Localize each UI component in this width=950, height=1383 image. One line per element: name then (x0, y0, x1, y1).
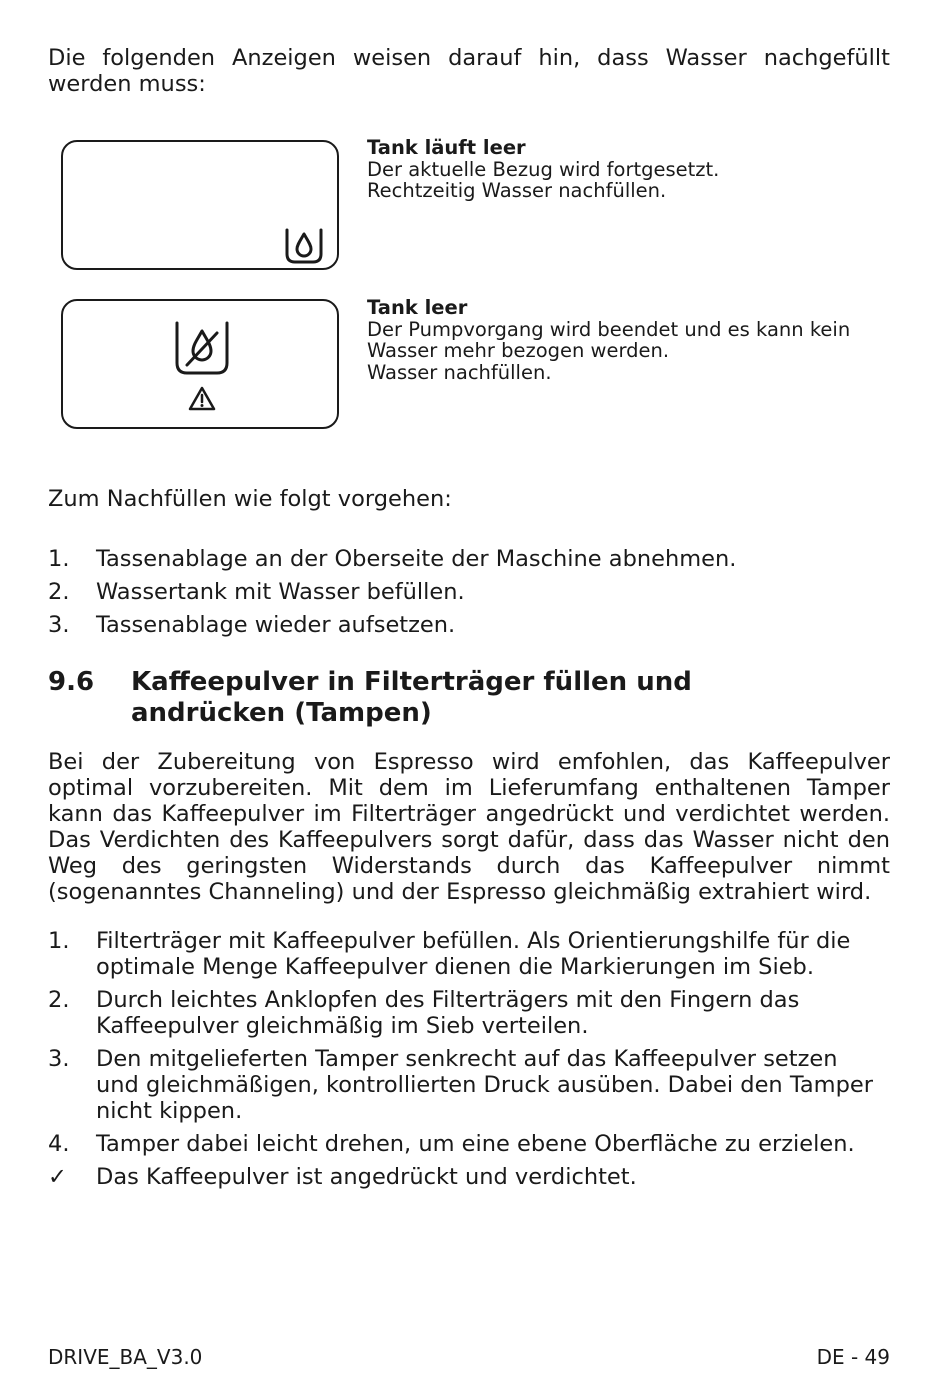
footer-document-id: DRIVE_BA_V3.0 (48, 1345, 203, 1369)
display-tank-low (61, 140, 339, 270)
list-item (48, 612, 890, 638)
checkmark-icon: ✓ (48, 1164, 67, 1190)
list-number: 1. (48, 546, 70, 572)
list-text: Wassertank mit Wasser befüllen. (96, 579, 465, 605)
list-text: Durch leichtes Anklopfen des Filterträgers mit den Fingern das Kaffeepulver gleichmäßig im Sieb verteilen. (96, 987, 800, 1039)
indicator-line: Der aktuelle Bezug wird fortgesetzt. (367, 157, 720, 181)
indicator-title: Tank läuft leer (367, 136, 526, 159)
list-item (48, 1131, 878, 1157)
indicator-line: Wasser nachfüllen. (367, 360, 552, 384)
section-paragraph: Bei der Zubereitung von Espresso wird emfohlen, das Kaffeepulver optimal vorzubereiten. Mit dem im Lieferumfang enthaltenen Tamper kann das Kaffeepulver im Filterträger angedrückt und verdichtet werden. Das Verdichten des Kaffeepulvers sorgt dafür, dass das Wasser nicht den Weg des geringsten Widerstands durch das Kaffeepulver nimmt (sogenanntes Channeling) und der Espresso gleichmäßig extrahiert wird. (48, 749, 890, 905)
list-text: Tassenablage wieder aufsetzen. (96, 612, 456, 638)
list-item (48, 1164, 878, 1190)
list-item (48, 579, 890, 605)
indicator-line: Wasser mehr bezogen werden. (367, 339, 670, 362)
refill-intro: Zum Nachfüllen wie folgt vorgehen: (48, 486, 452, 512)
intro-text: Die folgenden Anzeigen weisen darauf hin, dass Wasser nachgefüllt werden muss: (48, 45, 890, 97)
list-number: 4. (48, 1131, 70, 1157)
list-number: 2. (48, 579, 70, 605)
list-number: 1. (48, 928, 70, 954)
list-text: Filterträger mit Kaffeepulver befüllen. Als Orientierungshilfe für die optimale Menge Kaffeepulver dienen die Markierungen im Sieb. (96, 928, 851, 980)
list-item (48, 546, 890, 572)
indicator-line: Rechtzeitig Wasser nachfüllen. (367, 179, 667, 202)
section-title: Kaffeepulver in Filterträger füllen und andrücken (Tampen) (131, 667, 692, 728)
indicator-title: Tank leer (367, 296, 468, 319)
water-tank-empty-icon (173, 319, 231, 379)
list-number: 2. (48, 987, 70, 1013)
warning-icon (187, 385, 217, 413)
list-text: Tamper dabei leicht drehen, um eine ebene Oberfläche zu erzielen. (96, 1131, 855, 1157)
display-tank-empty (61, 299, 339, 429)
list-item (48, 987, 878, 1039)
list-text: Das Kaffeepulver ist angedrückt und verdichtet. (96, 1164, 637, 1190)
indicator-2-text (367, 297, 907, 383)
list-number: 3. (48, 612, 70, 638)
indicator-1-text (367, 137, 907, 202)
footer-page-number: DE - 49 (816, 1345, 890, 1369)
water-drop-tank-icon (283, 224, 325, 266)
section-number: 9.6 (48, 667, 95, 697)
tamp-steps-list (48, 928, 878, 1190)
list-number: 3. (48, 1046, 70, 1072)
list-item (48, 1046, 878, 1124)
list-item (48, 928, 878, 980)
refill-steps-list (48, 546, 890, 638)
indicator-line: Der Pumpvorgang wird beendet und es kann kein (367, 317, 851, 341)
list-text: Den mitgelieferten Tamper senkrecht auf das Kaffeepulver setzen und gleichmäßigen, kontrollierten Druck ausüben. Dabei den Tamper nicht kippen. (96, 1046, 873, 1124)
list-text: Tassenablage an der Oberseite der Maschine abnehmen. (96, 546, 737, 572)
